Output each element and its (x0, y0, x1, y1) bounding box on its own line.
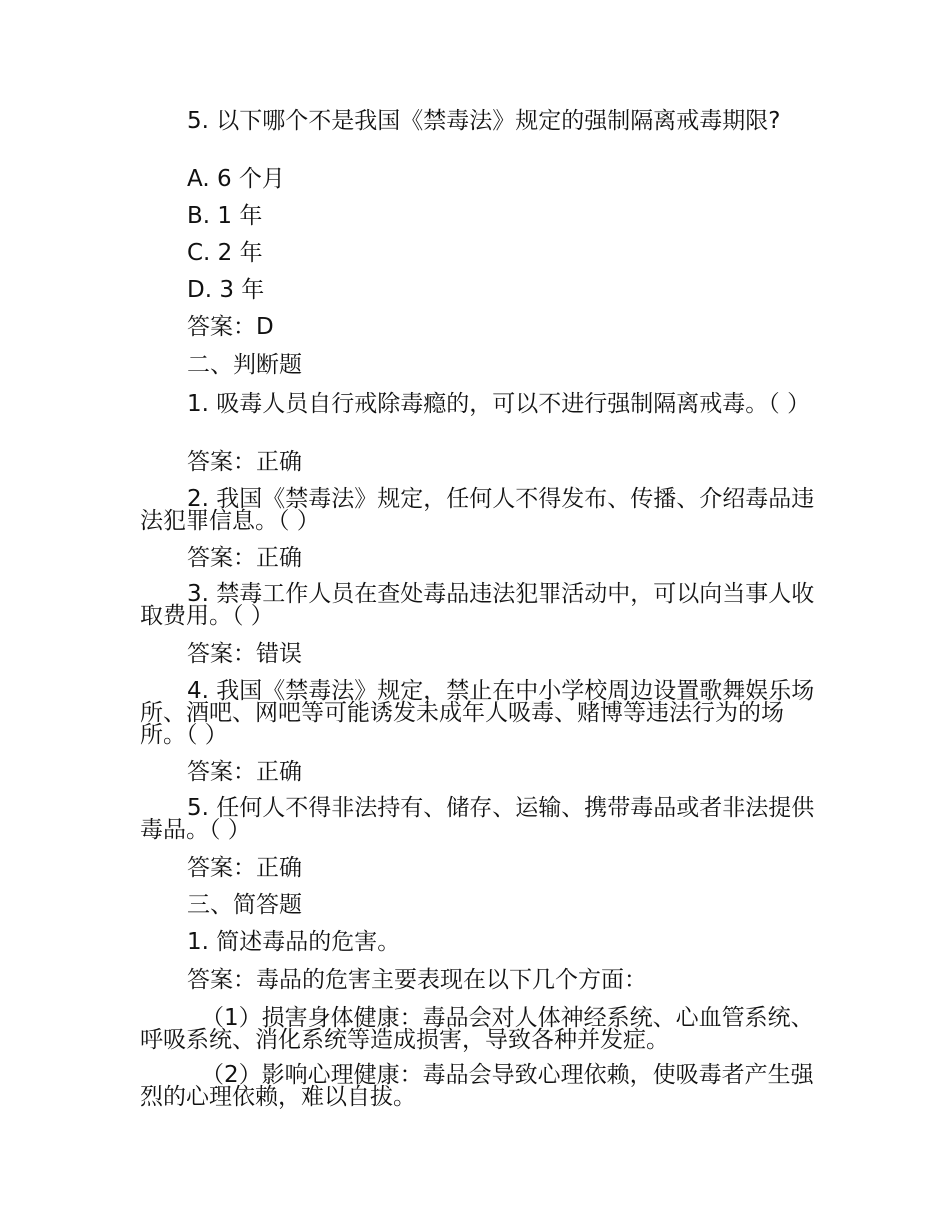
answer-sa-1-point-2: （2）影响心理健康：毒品会导致心理依赖，使吸毒者产生强烈的心理依赖，难以自拔。 (140, 1062, 814, 1110)
answer-sa-1-intro: 答案：毒品的危害主要表现在以下几个方面： (187, 967, 647, 993)
option-b: B. 1 年 (187, 203, 263, 229)
answer-tf-5: 答案：正确 (187, 855, 302, 881)
question-tf-3: 3. 禁毒工作人员在查处毒品违法犯罪活动中，可以向当事人收取费用。（ ） (140, 581, 815, 629)
answer-sa-1-point-1: （1）损害身体健康：毒品会对人体神经系统、心血管系统、呼吸系统、消化系统等造成损害，导致各种并发症。 (140, 1005, 814, 1053)
section-heading-short-answer: 三、简答题 (187, 892, 302, 918)
question-tf-5: 5. 任何人不得非法持有、储存、运输、携带毒品或者非法提供毒品。（ ） (140, 795, 815, 843)
answer-tf-1: 答案：正确 (187, 449, 302, 475)
question-sa-1: 1. 简述毒品的危害。 (187, 929, 401, 955)
question-tf-2: 2. 我国《禁毒法》规定，任何人不得发布、传播、介绍毒品违法犯罪信息。（ ） (140, 486, 815, 534)
question-tf-1: 1. 吸毒人员自行戒除毒瘾的，可以不进行强制隔离戒毒。（ ） (187, 391, 811, 417)
option-c: C. 2 年 (187, 240, 263, 266)
answer-tf-4: 答案：正确 (187, 759, 302, 785)
option-a: A. 6 个月 (187, 166, 285, 192)
question-tf-4: 4. 我国《禁毒法》规定，禁止在中小学校周边设置歌舞娱乐场所、酒吧、网吧等可能诱发未成年人吸毒、赌博等违法行为的场所。（ ） (140, 678, 815, 748)
question-mc-5: 5. 以下哪个不是我国《禁毒法》规定的强制隔离戒毒期限? (187, 108, 781, 134)
section-heading-true-false: 二、判断题 (187, 352, 302, 378)
option-d: D. 3 年 (187, 277, 265, 303)
answer-mc-5: 答案：D (187, 314, 274, 340)
answer-tf-3: 答案：错误 (187, 641, 302, 667)
answer-tf-2: 答案：正确 (187, 545, 302, 571)
